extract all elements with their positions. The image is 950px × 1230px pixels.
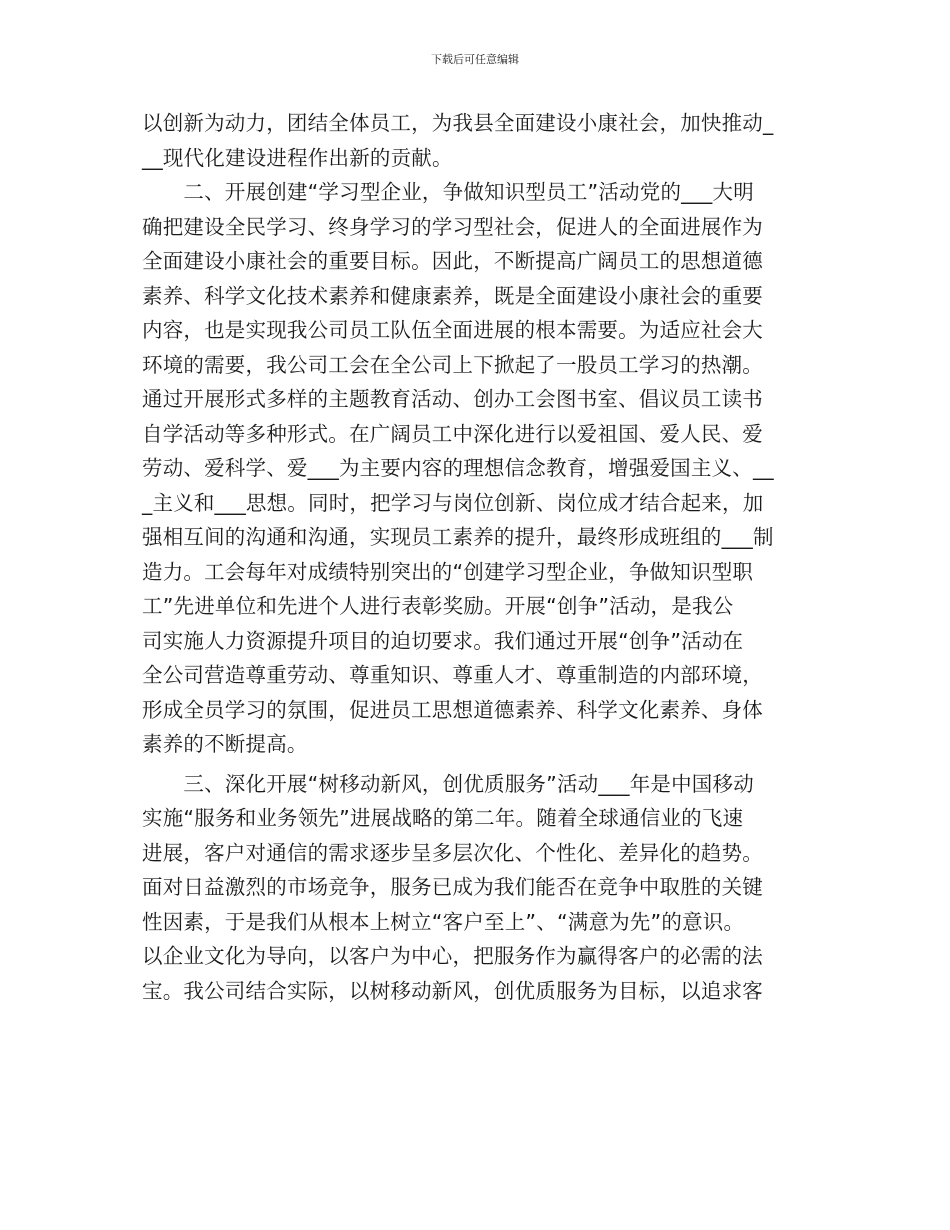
text-line: 形成全员学习的氛围，促进员工思想道德素养、科学文化素养、身体 xyxy=(142,697,763,722)
text-line: _主义和___思想。同时，把学习与岗位创新、岗位成才结合起来，加 xyxy=(142,490,764,515)
text-line: 劳动、爱科学、爱___为主要内容的理想信念教育，增强爱国主义、__ xyxy=(142,456,774,480)
text-line: __现代化建设进程作出新的贡献。 xyxy=(142,145,453,170)
text-line: 全公司营造尊重劳动、尊重知识、尊重人才、尊重制造的内部环境， xyxy=(142,663,763,687)
text-line: 内容，也是实现我公司员工队伍全面进展的根本需要。为适应社会大 xyxy=(142,318,763,342)
text-line: 确把建设全民学习、终身学习的学习型社会，促进人的全面进展作为 xyxy=(142,214,763,239)
text-line: 性因素，于是我们从根本上树立“客户至上”、“满意为先”的意识。 xyxy=(142,909,745,934)
text-line: 全面建设小康社会的重要目标。因此，不断提高广阔员工的思想道德 xyxy=(142,249,763,273)
document-body xyxy=(142,106,814,1008)
text-line: 强相互间的沟通和沟通，实现员工素养的提升，最终形成班组的___制 xyxy=(142,525,774,549)
text-line: 以企业文化为导向，以客户为中心，把服务作为赢得客户的必需的法 xyxy=(142,944,763,968)
text-line: 司实施人力资源提升项目的迫切要求。我们通过开展“创争”活动在 xyxy=(142,628,744,653)
text-line: 面对日益激烈的市场竞争，服务已成为我们能否在竞争中取胜的关键 xyxy=(142,875,763,899)
text-line: 素养的不断提高。 xyxy=(142,732,308,756)
text-line: 进展，客户对通信的需求逐步呈多层次化、个性化、差异化的趋势。 xyxy=(142,840,763,865)
text-line: 造力。工会每年对成绩特别突出的“创建学习型企业，争做知识型职 xyxy=(142,559,754,584)
text-line: 二、开展创建“学习型企业，争做知识型员工”活动党的___大明 xyxy=(142,180,754,204)
page-header: 下载后可任意编辑 xyxy=(431,53,519,66)
text-line: 素养、科学文化技术素养和健康素养，既是全面建设小康社会的重要 xyxy=(142,283,763,308)
text-line: 环境的需要，我公司工会在全公司上下掀起了一股员工学习的热潮。 xyxy=(142,352,763,377)
text-line: 三、深化开展“树移动新风，创优质服务”活动___年是中国移动 xyxy=(142,771,754,796)
text-line: 通过开展形式多样的主题教育活动、创办工会图书室、倡议员工读书 xyxy=(142,387,763,411)
text-line: 以创新为动力，团结全体员工，为我县全面建设小康社会，加快推动_ xyxy=(142,111,774,135)
text-line: 实施“服务和业务领先”进展战略的第二年。随着全球通信业的飞速 xyxy=(142,806,744,830)
text-line: 宝。我公司结合实际，以树移动新风，创优质服务为目标，以追求客 xyxy=(142,978,763,1003)
text-line: 自学活动等多种形式。在广阔员工中深化进行以爱祖国、爱人民、爱 xyxy=(142,421,763,446)
text-line: 工”先进单位和先进个人进行表彰奖励。开展“创争”活动，是我公 xyxy=(142,594,734,618)
